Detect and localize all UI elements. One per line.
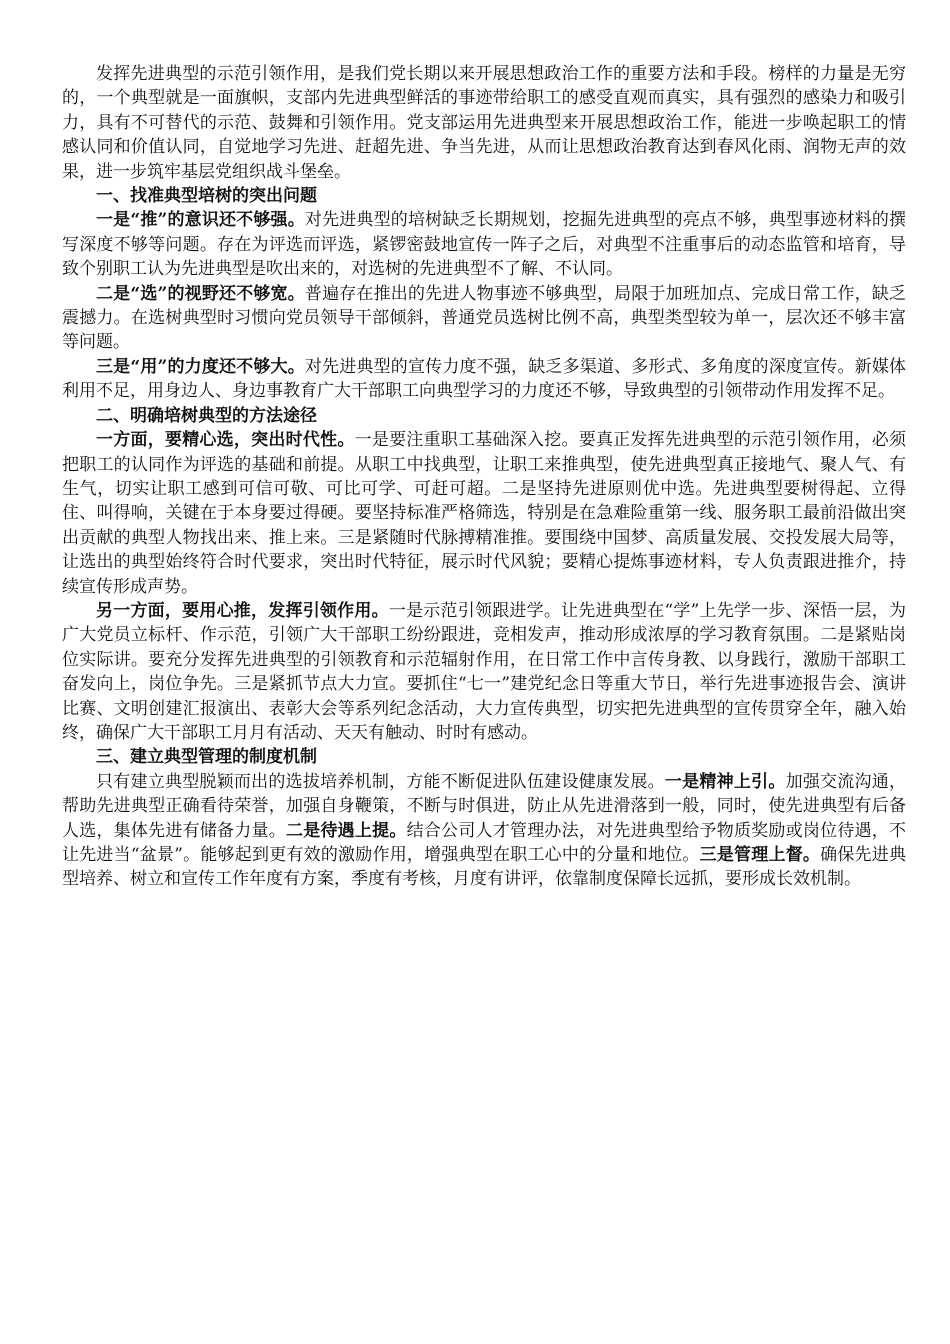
- section3-lead-3: 三是管理上督。: [699, 845, 821, 865]
- intro-text: 发挥先进典型的示范引领作用，是我们党长期以来开展思想政治工作的重要方法和手段。榜样的力量是无穷的，一个典型就是一面旗帜，支部内先进典型鲜活的事迹带给职工的感受直观而真实，具有强烈的感染力和吸引力，具有不可替代的示范、鼓舞和引领作用。党支部运用先进典型来开展思想政治工作，能进一步唤起职工的情感认同和价值认同，自觉地学习先进、赶超先进、争当先进，从而让思想政治教育达到春风化雨、润物无声的效果，进一步筑牢基层党组织战斗堡垒。: [62, 64, 906, 182]
- section1-paragraph-1: [62, 208, 906, 281]
- section2-p2-lead: 另一方面，要用心推，发挥引领作用。: [96, 600, 389, 621]
- section1-p2-lead: 二是“选”的视野还不够宽。: [96, 283, 305, 304]
- section1-heading: 一、找准典型培树的突出问题: [96, 186, 317, 207]
- section1-p1-lead: 一是“推”的意识还不够强。: [96, 210, 305, 231]
- section3-text-1: 加强交流沟通，帮助先进典型正确看待荣誉，加强自身鞭策，不断与时俱进，防止从先进滑落到一般，同时，使先进典型有后备人选，集体先进有储备力量。: [62, 771, 907, 841]
- section2-paragraph-2: [62, 599, 906, 745]
- section3-lead-1: 一是精神上引。: [664, 771, 786, 792]
- section2-p2-text: 一是示范引领跟进学。让先进典型在“学”上先学一步、深悟一层，为广大党员立标杆、作示范，引领广大干部职工纷纷跟进，竞相发声，推动形成浓厚的学习教育氛围。二是紧贴岗位实际讲。要充分发挥先进典型的引领教育和示范辐射作用，在日常工作中言传身教、以身践行，激励干部职工奋发向上，岗位争先。三是紧抓节点大力宣。要抓住“七一”建党纪念日等重大节日，举行先进事迹报告会、演讲比赛、文明创建汇报演出、表彰大会等系列纪念活动，大力宣传典型，切实把先进典型的宣传贯穿全年，融入始终，确保广大干部职工月月有活动、天天有触动、时时有感动。: [62, 600, 906, 743]
- section1-p3-lead: 三是“用”的力度还不够大。: [96, 356, 305, 377]
- section3-text-2: 结合公司人才管理办法，对先进典型给予物质奖励或岗位待遇，不让先进当“盆景”。能够起到更有效的激励作用，增强典型在职工心中的分量和地位。: [62, 820, 907, 865]
- section1-paragraph-2: [62, 282, 906, 355]
- section1-p3-text: 对先进典型的宣传力度不强，缺乏多渠道、多形式、多角度的深度宣传。新媒体利用不足，用身边人、身边事教育广大干部职工向典型学习的力度还不够，导致典型的引领带动作用发挥不足。: [62, 356, 906, 402]
- section3-heading: 三、建立典型管理的制度机制: [96, 747, 317, 768]
- section3-intro-text: 只有建立典型脱颖而出的选拔培养机制，方能不断促进队伍建设健康发展。: [96, 771, 665, 792]
- section1-p1-text: 对先进典型的培树缺乏长期规划，挖掘先进典型的亮点不够，典型事迹材料的撰写深度不够等问题。存在为评选而评选，紧锣密鼓地宣传一阵子之后，对典型不注重事后的动态监管和培育，导致个别职工认为先进典型是吹出来的，对选树的先进典型不了解、不认同。: [62, 210, 906, 280]
- section1-paragraph-3: [62, 355, 906, 404]
- section3-text-3: 确保先进典型培养、树立和宣传工作年度有方案，季度有考核，月度有讲评，依靠制度保障长远抓，要形成长效机制。: [62, 845, 906, 890]
- section3-lead-2: 二是待遇上提。: [285, 820, 407, 841]
- section2-heading: 二、明确培树典型的方法途径: [96, 405, 317, 426]
- section2-paragraph-1: [62, 428, 906, 599]
- section1-p2-text: 普遍存在推出的先进人物事迹不够典型，局限于加班加点、完成日常工作，缺乏震撼力。在选树典型时习惯向党员领导干部倾斜，普通党员选树比例不高，典型类型较为单一，层次还不够丰富等问题。: [62, 283, 906, 353]
- section2-p1-lead: 一方面，要精心选，突出时代性。: [96, 430, 355, 451]
- section3-paragraph: [62, 770, 906, 892]
- document-body: [62, 62, 906, 892]
- intro-paragraph: [62, 62, 906, 184]
- section2-p1-text: 一是要注重职工基础深入挖。要真正发挥先进典型的示范引领作用，必须把职工的认同作为评选的基础和前提。从职工中找典型，让职工来推典型，使先进典型真正接地气、聚人气、有生气，切实让职工感到可信可敬、可比可学、可赶可超。二是坚持先进原则优中选。先进典型要树得起、立得住、叫得响，关键在于本身要过得硬。要坚持标准严格筛选，特别是在急难险重第一线、服务职工最前沿做出突出贡献的典型人物找出来、推上来。三是紧随时代脉搏精准推。要围绕中国梦、高质量发展、交投发展大局等，让选出的典型始终符合时代要求，突出时代特征，展示时代风貌；要精心提炼事迹材料，专人负责跟进推介，持续宣传形成声势。: [62, 430, 907, 597]
